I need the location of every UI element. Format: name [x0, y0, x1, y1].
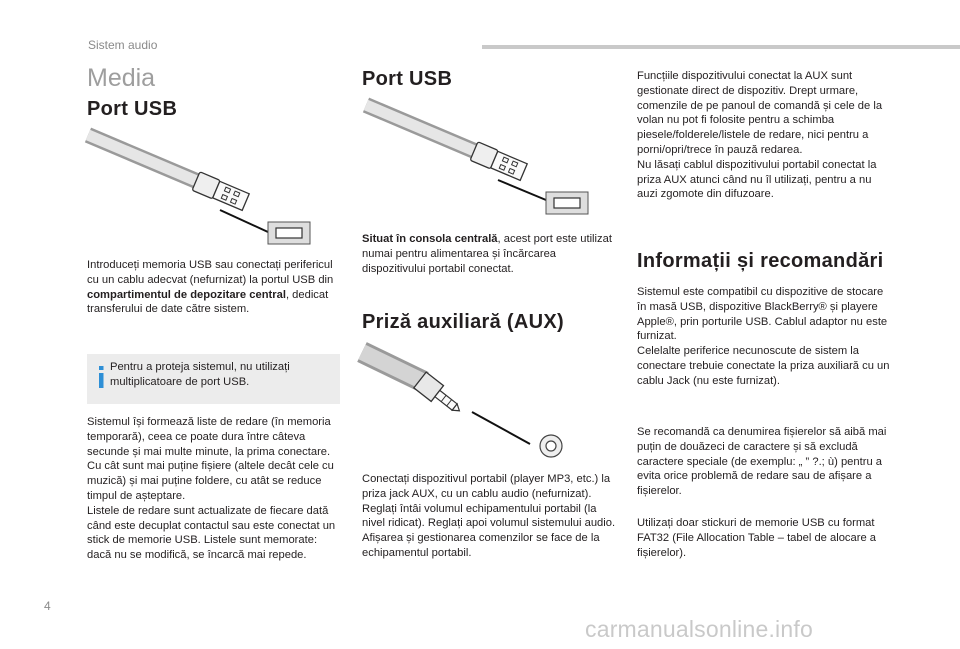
aux-functions-text: Funcțiile dispozitivului conectat la AUX sunt gestionate direct de dispozitiv. Drept urmare, comenzile de pe panoul de comandă și cele de la volan nu pot fi folosite pentru a schimba piesele/folderele/listele de redare, nici pentru a porni/opri/trece în pauză redarea. Nu lăsați cablul dispozitivului portabil conectat la priza AUX atunci când nu îl utilizați, pentru a nu auzi zgomote din difuzoare.: [637, 70, 883, 201]
info-note-text: Pentru a proteja sistemul, nu utilizați multiplicatoare de port USB.: [110, 361, 290, 388]
info-note-box: [87, 354, 340, 404]
usb-port-heading-2: Port USB: [362, 68, 453, 90]
info-recommendations-heading: Informații și recomandări: [637, 250, 884, 272]
usb-connector-illustration-1: [88, 130, 313, 250]
header-divider-bar: [482, 45, 960, 49]
usb-port-heading: Port USB: [87, 98, 178, 120]
usb-intro-text: Introduceți memoria USB sau conectați perifericul cu un cablu adecvat (nefurnizat) la portul USB din compartimentul de depozitare central, dedicat transferului de date către sistem.: [87, 259, 334, 316]
filename-recommendation-text: Se recomandă ca denumirea fișierelor să aibă mai puțin de douăzeci de caractere și să excludă caractere speciale (de exemplu: „ ” ?.; ù) pentru a evita orice problemă de redare sau de afișare a fișierelor.: [637, 426, 887, 498]
page-number: 4: [44, 599, 51, 613]
page-title: Media: [87, 64, 156, 92]
playlist-text: Sistemul își formează liste de redare (în memoria temporară), ceea ce poate dura între câteva secunde și mai multe minute, la prima conectare. Cu cât sunt mai puține fișiere (altele decât cele cu muzică) și mai puține foldere, cu atât se reduce timpul de așteptare. Listele de redare sunt actualizate de fiecare dată când este decuplat contactul sau este conectat un stick de memorie USB. Listele sunt memorate: dacă nu se modifică, se încarcă mai repede.: [87, 416, 336, 562]
compatibility-text: Sistemul este compatibil cu dispozitive de stocare în masă USB, dispozitive BlackBerry® și playere Apple®, prin porturile USB. Cablul adaptor nu este furnizat. Celelalte periferice necunoscute de sistem la conectare trebuie conectate la priza auxiliară cu un cablu Jack (nu este furnizat).: [637, 286, 890, 387]
aux-text: Conectați dispozitivul portabil (player MP3, etc.) la priza jack AUX, cu un cablu audio (nefurnizat). Reglați întâi volumul echipamentului portabil (la nivel ridicat). Reglați apoi volumul sistemului audio. Afișarea și gestionarea comenzilor se face de la echipamentul portabil.: [362, 473, 616, 559]
fat32-text: Utilizați doar stickuri de memorie USB cu format FAT32 (File Allocation Table – tabel de alocare a fișierelor).: [637, 517, 877, 559]
info-icon: [94, 366, 108, 388]
usb-connector-illustration-2: [366, 100, 591, 220]
watermark: carmanualsonline.info: [585, 616, 813, 642]
usb-port-text: Situat în consola centrală, acest port este utilizat numai pentru alimentarea și încărcarea dispozitivului portabil conectat.: [362, 233, 612, 275]
aux-jack-illustration: [362, 342, 572, 457]
aux-heading: Priză auxiliară (AUX): [362, 311, 564, 333]
section-label: Sistem audio: [88, 38, 158, 52]
